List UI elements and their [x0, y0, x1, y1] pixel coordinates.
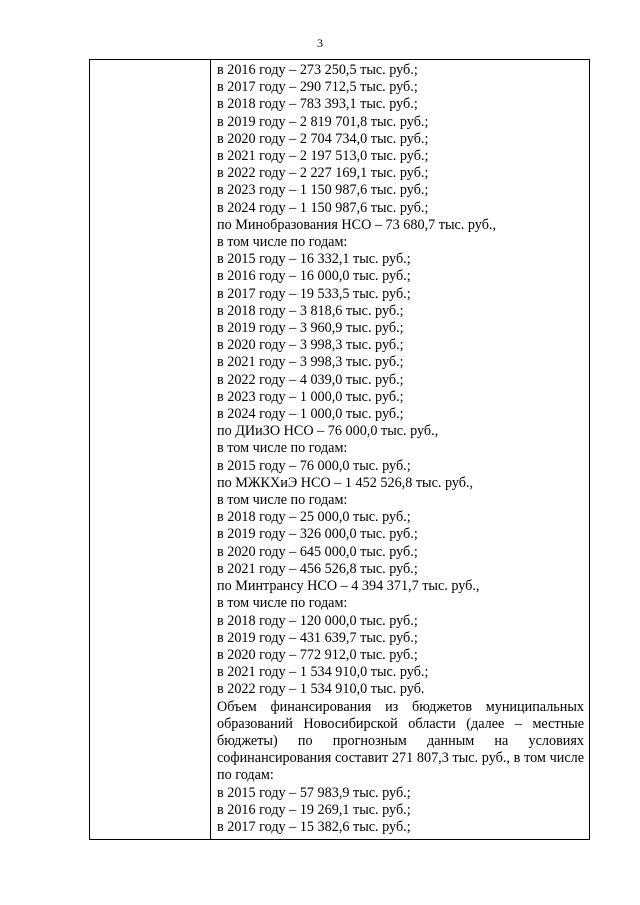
local-budget-paragraph: Объем финансирования из бюджетов муниципальных образований Новосибирской области (далее – местные бюджеты) по прогнозным данным на условиях софинансирования составит 271 807,3 тыс. руб., в том числе по годам:	[217, 698, 584, 784]
funding-line: в 2016 году – 16 000,0 тыс. руб.;	[217, 268, 411, 285]
funding-line: в 2015 году – 76 000,0 тыс. руб.;	[217, 457, 411, 474]
funding-line: в 2021 году – 3 998,3 тыс. руб.;	[217, 354, 404, 371]
funding-line: по Минтрансу НСО – 4 394 371,7 тыс. руб.,	[217, 578, 480, 595]
funding-line: в 2015 году – 57 983,9 тыс. руб.;	[217, 784, 411, 801]
funding-line: в 2023 году – 1 000,0 тыс. руб.;	[217, 388, 404, 405]
funding-line: в 2021 году – 1 534 910,0 тыс. руб.;	[217, 664, 429, 681]
funding-line: в 2020 году – 772 912,0 тыс. руб.;	[217, 646, 418, 663]
funding-line: в 2024 году – 1 150 987,6 тыс. руб.;	[217, 199, 429, 216]
funding-line: в том числе по годам:	[217, 440, 348, 457]
funding-line: в 2015 году – 16 332,1 тыс. руб.;	[217, 251, 411, 268]
funding-line: в 2019 году – 3 960,9 тыс. руб.;	[217, 320, 404, 337]
funding-line: в 2022 году – 2 227 169,1 тыс. руб.;	[217, 165, 429, 182]
funding-line: в 2022 году – 1 534 910,0 тыс. руб.	[217, 681, 425, 698]
funding-line: в 2017 году – 19 533,5 тыс. руб.;	[217, 285, 411, 302]
value-column	[211, 60, 589, 839]
funding-line: в 2017 году – 290 712,5 тыс. руб.;	[217, 79, 418, 96]
funding-line: в 2021 году – 456 526,8 тыс. руб.;	[217, 560, 418, 577]
page-number: 3	[317, 36, 323, 50]
funding-line: в 2018 году – 783 393,1 тыс. руб.;	[217, 96, 418, 113]
funding-line: в 2023 году – 1 150 987,6 тыс. руб.;	[217, 182, 429, 199]
funding-line: в 2019 году – 326 000,0 тыс. руб.;	[217, 526, 418, 543]
funding-line: в 2019 году – 2 819 701,8 тыс. руб.;	[217, 113, 429, 130]
funding-line: в 2018 году – 25 000,0 тыс. руб.;	[217, 509, 411, 526]
funding-line: в 2016 году – 273 250,5 тыс. руб.;	[217, 62, 418, 78]
funding-line: в 2024 году – 1 000,0 тыс. руб.;	[217, 406, 404, 423]
funding-line: в 2018 году – 3 818,6 тыс. руб.;	[217, 302, 404, 319]
funding-line: по Минобразования НСО – 73 680,7 тыс. руб.,	[217, 216, 497, 233]
funding-lines-block	[217, 62, 583, 699]
funding-line: по ДИиЗО НСО – 76 000,0 тыс. руб.,	[217, 423, 439, 440]
funding-line: в 2021 году – 2 197 513,0 тыс. руб.;	[217, 148, 429, 165]
funding-line: в том числе по годам:	[217, 595, 348, 612]
funding-line: в том числе по годам:	[217, 234, 348, 251]
funding-line: в 2019 году – 431 639,7 тыс. руб.;	[217, 629, 418, 646]
funding-line: в 2020 году – 3 998,3 тыс. руб.;	[217, 337, 404, 354]
financing-table	[89, 59, 590, 840]
funding-line: в 2016 году – 19 269,1 тыс. руб.;	[217, 801, 411, 818]
funding-line: в 2020 году – 645 000,0 тыс. руб.;	[217, 543, 418, 560]
funding-line: в 2018 году – 120 000,0 тыс. руб.;	[217, 612, 418, 629]
label-column	[90, 60, 211, 839]
funding-line: в 2017 году – 15 382,6 тыс. руб.;	[217, 818, 411, 835]
funding-line: в том числе по годам:	[217, 492, 348, 509]
funding-line: в 2022 году – 4 039,0 тыс. руб.;	[217, 371, 404, 388]
funding-line: по МЖКХиЭ НСО – 1 452 526,8 тыс. руб.,	[217, 474, 474, 491]
local-budget-lines-block	[217, 785, 583, 837]
funding-line: в 2020 году – 2 704 734,0 тыс. руб.;	[217, 130, 429, 147]
